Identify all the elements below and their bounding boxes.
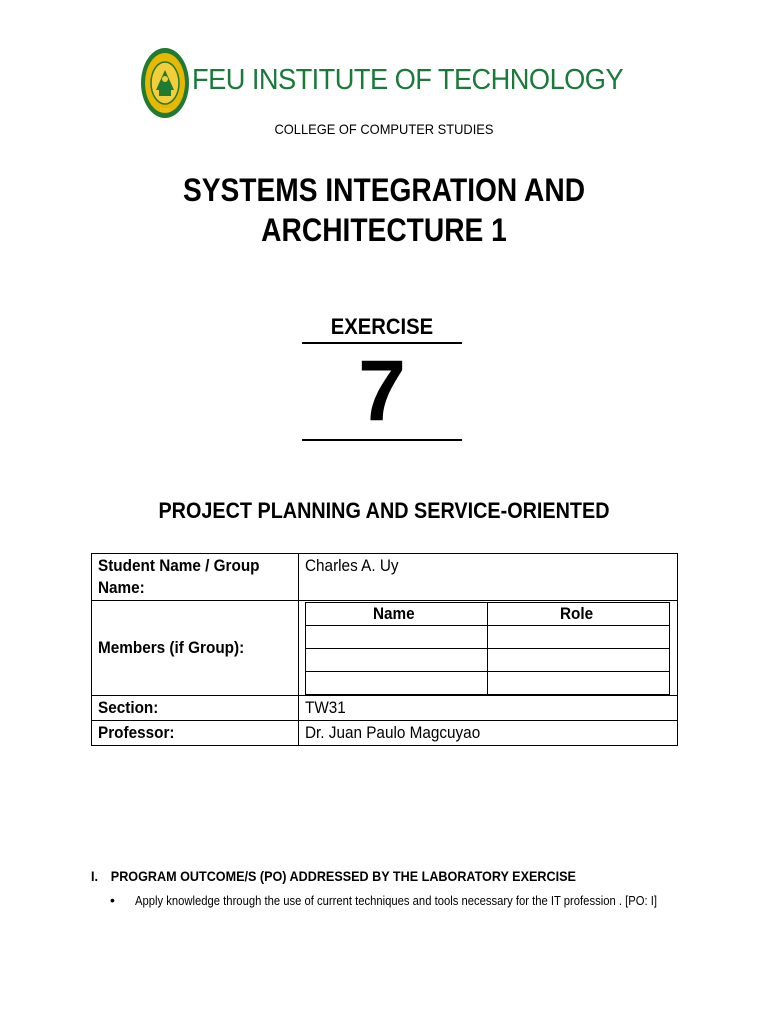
professor-label: Professor:	[98, 723, 175, 742]
activity-title: PROJECT PLANNING AND SERVICE-ORIENTED	[158, 498, 610, 523]
student-name-value: Charles A. Uy	[305, 556, 399, 575]
course-title-line-2: ARCHITECTURE 1	[261, 212, 507, 248]
section-label-cell	[92, 696, 299, 721]
student-name-value-cell	[299, 554, 678, 601]
members-row	[92, 601, 678, 696]
college-name: COLLEGE OF COMPUTER STUDIES	[274, 121, 494, 137]
student-name-row	[92, 554, 678, 601]
student-name-label-line-2: Name:	[98, 578, 145, 597]
members-row-3	[306, 672, 670, 695]
members-row-1	[306, 626, 670, 649]
student-info-table	[91, 553, 678, 746]
member-name-cell[interactable]	[306, 626, 488, 649]
bullet-icon: •	[110, 892, 115, 908]
section-row	[92, 696, 678, 721]
list-item	[110, 892, 715, 908]
section-value-cell	[299, 696, 678, 721]
exercise-number: 7	[358, 343, 406, 439]
professor-value: Dr. Juan Paulo Magcuyao	[305, 723, 481, 742]
members-label-cell	[92, 601, 299, 696]
members-header-name-text: Name	[373, 604, 416, 623]
members-header-row	[306, 603, 670, 626]
member-role-cell[interactable]	[488, 626, 670, 649]
student-name-label	[92, 554, 299, 601]
professor-label-cell	[92, 721, 299, 746]
member-role-cell[interactable]	[488, 649, 670, 672]
section-value: TW31	[305, 698, 346, 717]
member-name-cell[interactable]	[306, 649, 488, 672]
feu-tech-seal-icon	[140, 46, 190, 120]
members-cell	[299, 601, 678, 696]
seal-year: 1992	[159, 108, 171, 114]
program-outcomes-heading-text: PROGRAM OUTCOME/S (PO) ADDRESSED BY THE LABORATORY EXERCISE	[110, 868, 576, 884]
professor-row	[92, 721, 678, 746]
exercise-label: EXERCISE	[330, 314, 434, 339]
professor-value-cell	[299, 721, 678, 746]
member-name-cell[interactable]	[306, 672, 488, 695]
members-table	[305, 602, 670, 695]
member-role-cell[interactable]	[488, 672, 670, 695]
document-header	[140, 46, 630, 120]
program-outcome-text: Apply knowledge through the use of current techniques and tools necessary for the IT profession . [PO: I]	[135, 894, 657, 908]
institution-name: FEU INSTITUTE OF TECHNOLOGY	[192, 64, 624, 96]
members-row-2	[306, 649, 670, 672]
course-title	[46, 170, 722, 250]
members-header-role	[488, 603, 670, 626]
program-outcomes-heading	[91, 868, 576, 884]
student-name-label-line-1: Student Name / Group	[98, 556, 260, 575]
section-label: Section:	[98, 698, 159, 717]
members-header-role-text: Role	[560, 604, 594, 623]
exercise-rule-bottom	[302, 439, 462, 441]
section-number: I.	[91, 868, 99, 884]
members-label: Members (if Group):	[98, 638, 245, 657]
course-title-line-1: SYSTEMS INTEGRATION AND	[182, 172, 586, 208]
members-header-name	[306, 603, 488, 626]
